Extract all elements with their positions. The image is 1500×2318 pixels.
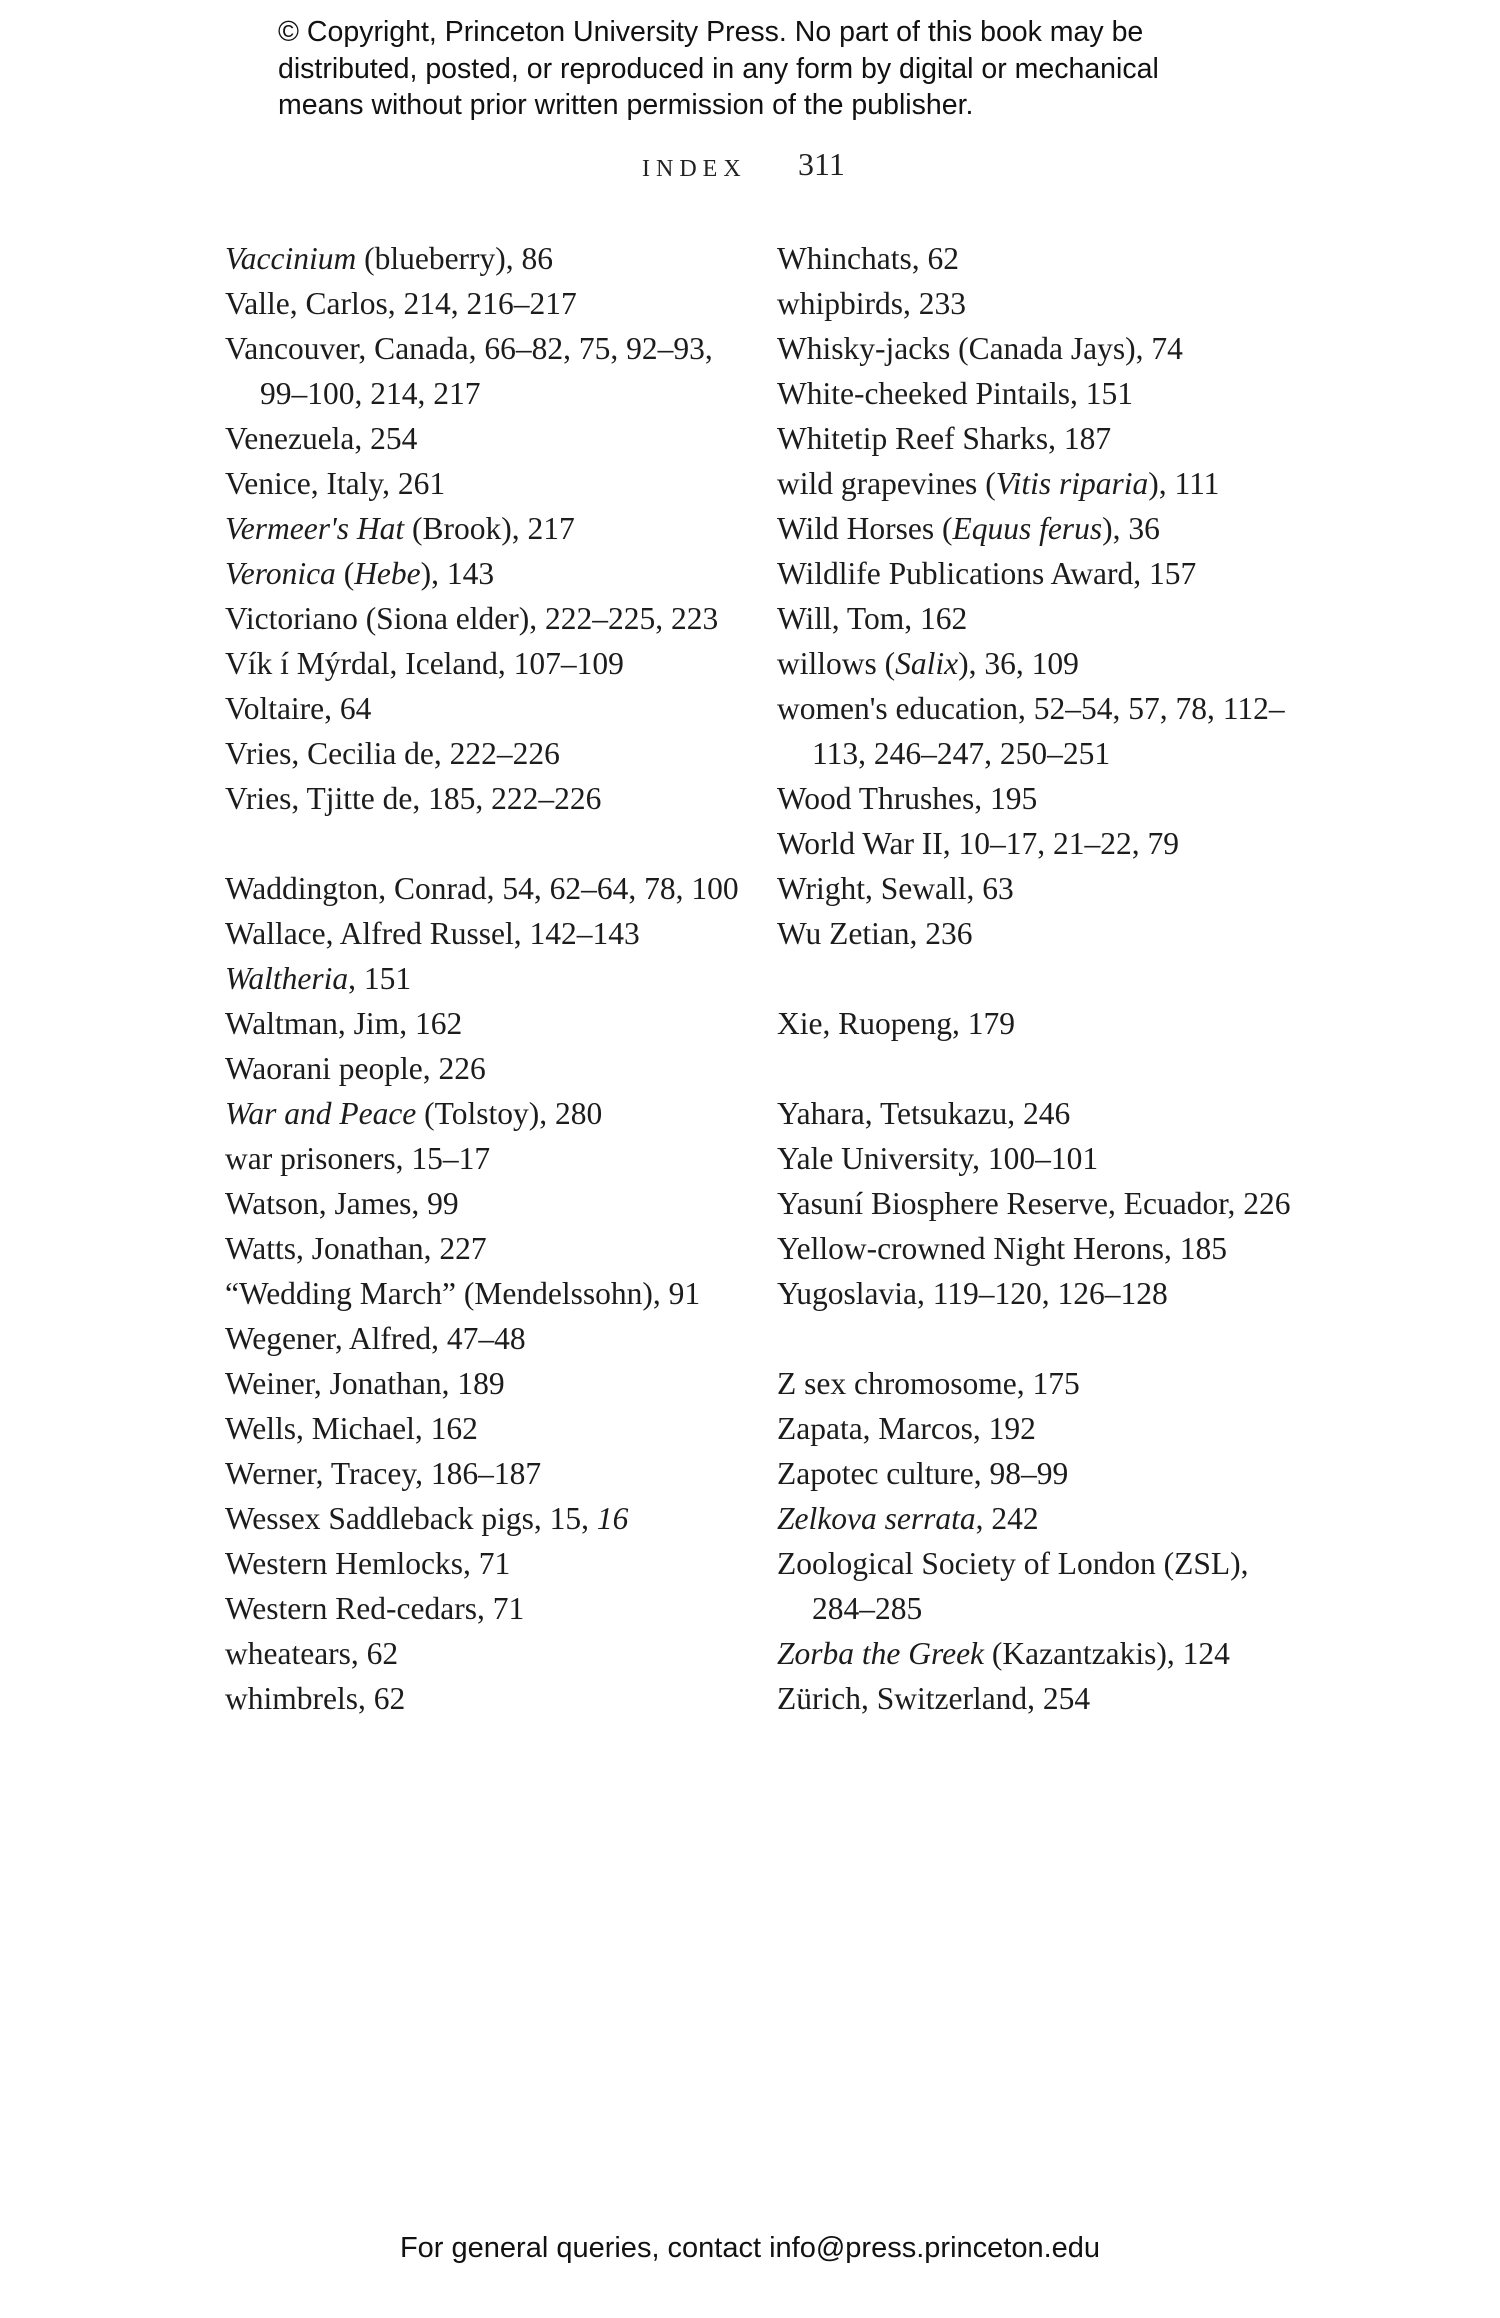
index-entry [225, 1496, 765, 1541]
index-entry [225, 1676, 765, 1721]
index-entry-text: “Wedding March” (Mendelssohn), 91 [225, 1276, 701, 1311]
copyright-line: © Copyright, Princeton University Press. No part of this book may be [278, 16, 1144, 48]
copyright-line: distributed, posted, or reproduced in any form by digital or mechanical [278, 52, 1159, 85]
footer-contact: For general queries, contact info@press.princeton.edu [399, 2232, 1101, 2264]
index-entry-text: Western Hemlocks, 71 [225, 1546, 511, 1581]
copyright-line: means without prior written permission of the publisher. [278, 89, 974, 121]
index-entry-italic: Vermeer's Hat [225, 511, 405, 546]
index-entry-text: Yellow-crowned Night Herons, 185 [777, 1231, 1227, 1266]
index-entry [777, 1541, 1317, 1631]
index-entry-text: women's education, 52–54, 57, 78, 112–113, 246–247, 250–251 [777, 691, 1285, 771]
index-entry [225, 956, 765, 1001]
index-entry [777, 866, 1317, 911]
index-entry-text: whimbrels, 62 [225, 1681, 406, 1716]
index-entry [777, 236, 1317, 281]
index-entry-text: Will, Tom, 162 [777, 601, 968, 636]
index-entry [225, 1451, 765, 1496]
index-entry [225, 776, 765, 821]
index-entry [777, 1136, 1317, 1181]
index-entry [225, 596, 765, 641]
index-entry [225, 461, 765, 506]
index-entry-text: Waltman, Jim, 162 [225, 1006, 463, 1041]
index-entry-text: Waddington, Conrad, 54, 62–64, 78, 100 [225, 871, 739, 906]
index-entry-text: Voltaire, 64 [225, 691, 372, 726]
index-entry [777, 776, 1317, 821]
index-entry [225, 1361, 765, 1406]
index-entry-text: Watson, James, 99 [225, 1186, 459, 1221]
index-entry-text: Watts, Jonathan, 227 [225, 1231, 487, 1266]
index-entry [777, 1001, 1317, 1046]
index-entry-text: Wallace, Alfred Russel, 142–143 [225, 916, 640, 951]
index-entry-text: Yale University, 100–101 [777, 1141, 1099, 1176]
index-entry [777, 1496, 1317, 1541]
index-entry-text: Wildlife Publications Award, 157 [777, 556, 1197, 591]
index-entry-text: ), 36, 109 [958, 646, 1079, 681]
index-entry-text: Zapata, Marcos, 192 [777, 1411, 1036, 1446]
index-entry-text: , 242 [975, 1501, 1039, 1536]
index-entry [777, 1181, 1317, 1226]
index-entry [225, 1586, 765, 1631]
index-entry-text: Whinchats, 62 [777, 241, 959, 276]
index-entry-italic: Salix [895, 646, 959, 681]
index-entry-text: (Kazantzakis), 124 [984, 1636, 1230, 1671]
index-entry-text: Werner, Tracey, 186–187 [225, 1456, 542, 1491]
index-entry [225, 641, 765, 686]
index-entry [225, 911, 765, 956]
index-entry-text: Whisky-jacks (Canada Jays), 74 [777, 331, 1183, 366]
index-entry-text: (Tolstoy), 280 [416, 1096, 603, 1131]
index-entry-text: whipbirds, 233 [777, 286, 966, 321]
index-entry [777, 326, 1317, 371]
index-entry [777, 506, 1317, 551]
index-column-right [777, 236, 1317, 1721]
index-entry-text: Venezuela, 254 [225, 421, 418, 456]
index-entry-italic: War and Peace [225, 1096, 417, 1131]
index-entry-text: Valle, Carlos, 214, 216–217 [225, 286, 577, 321]
index-entry [777, 281, 1317, 326]
index-entry [777, 1676, 1317, 1721]
index-entry-italic: Veronica [225, 556, 336, 591]
index-entry [777, 1631, 1317, 1676]
index-entry-text: Vries, Cecilia de, 222–226 [225, 736, 560, 771]
index-entry [777, 641, 1317, 686]
index-entry-italic: Equus ferus [952, 511, 1103, 546]
index-entry [225, 326, 765, 416]
index-column-left [225, 236, 765, 1721]
index-entry [777, 686, 1317, 776]
index-entry [777, 371, 1317, 416]
index-entry [777, 1091, 1317, 1136]
copyright-notice [278, 14, 1278, 124]
index-entry-italic: 16 [596, 1501, 629, 1536]
index-entry-text: Wood Thrushes, 195 [777, 781, 1038, 816]
index-entry-italic: Vaccinium [225, 241, 357, 276]
index-entry-text: Waorani people, 226 [225, 1051, 486, 1086]
index-entry [777, 416, 1317, 461]
index-entry [777, 461, 1317, 506]
index-entry-text: (Brook), 217 [404, 511, 575, 546]
index-entry [225, 281, 765, 326]
index-entry [225, 1001, 765, 1046]
index-entry-italic: Zelkova serrata [777, 1501, 976, 1536]
index-entry-text: Yahara, Tetsukazu, 246 [777, 1096, 1071, 1131]
index-entry-text: Wright, Sewall, 63 [777, 871, 1014, 906]
index-entry [777, 1361, 1317, 1406]
index-entry-text: Xie, Ruopeng, 179 [777, 1006, 1015, 1041]
index-entry [225, 1136, 765, 1181]
index-entry-italic: Vitis riparia [995, 466, 1149, 501]
index-entry [777, 1271, 1317, 1316]
index-entry-text: World War II, 10–17, 21–22, 79 [777, 826, 1180, 861]
index-entry-text: Victoriano (Siona elder), 222–225, 223 [225, 601, 719, 636]
index-entry-text: Wegener, Alfred, 47–48 [225, 1321, 526, 1356]
index-entry-text: war prisoners, 15–17 [225, 1141, 491, 1176]
index-entry-text: Yugoslavia, 119–120, 126–128 [777, 1276, 1168, 1311]
index-entry-text: Western Red-cedars, 71 [225, 1591, 525, 1626]
index-entry [777, 911, 1317, 956]
index-entry-text: wheatears, 62 [225, 1636, 399, 1671]
index-entry [225, 1406, 765, 1451]
index-entry [225, 1316, 765, 1361]
index-entry [225, 1271, 765, 1316]
page-number: 311 [798, 146, 845, 182]
index-entry [777, 1226, 1317, 1271]
index-entry-text: Wessex Saddleback pigs, 15, [225, 1501, 597, 1536]
index-entry [225, 1226, 765, 1271]
index-entry-text: Zapotec culture, 98–99 [777, 1456, 1069, 1491]
index-entry-text: wild grapevines ( [777, 466, 996, 501]
index-entry-text: Vries, Tjitte de, 185, 222–226 [225, 781, 602, 816]
index-entry [225, 866, 765, 911]
index-entry [225, 1541, 765, 1586]
index-entry-italic: Waltheria [225, 961, 349, 996]
index-entry [225, 686, 765, 731]
index-entry-text: Yasuní Biosphere Reserve, Ecuador, 226 [777, 1186, 1291, 1221]
index-entry-text: willows ( [777, 646, 896, 681]
index-entry-text: , 151 [348, 961, 412, 996]
index-entry [225, 236, 765, 281]
index-entry [777, 551, 1317, 596]
index-entry-text: Whitetip Reef Sharks, 187 [777, 421, 1112, 456]
index-entry-text: Venice, Italy, 261 [225, 466, 446, 501]
index-entry-italic: Hebe [354, 556, 421, 591]
index-entry-text: Vancouver, Canada, 66–82, 75, 92–93, 99–100, 214, 217 [225, 331, 713, 411]
index-entry [225, 551, 765, 596]
index-entry [225, 1091, 765, 1136]
index-entry-text: Wells, Michael, 162 [225, 1411, 478, 1446]
index-entry [225, 416, 765, 461]
index-entry [225, 731, 765, 776]
index-entry-text: (blueberry), 86 [356, 241, 554, 276]
index-entry [777, 1406, 1317, 1451]
index-entry-text: ), 143 [420, 556, 495, 591]
running-head-label: INDEX [642, 156, 747, 182]
index-entry [225, 506, 765, 551]
index-entry [225, 1181, 765, 1226]
index-entry-text: ), 111 [1148, 466, 1220, 501]
index-entry-text: Zürich, Switzerland, 254 [777, 1681, 1091, 1716]
index-entry [777, 596, 1317, 641]
index-entry-text: ( [335, 556, 355, 591]
index-entry [225, 1046, 765, 1091]
index-entry [777, 821, 1317, 866]
index-entry-text: Zoological Society of London (ZSL), 284–285 [777, 1546, 1249, 1626]
index-entry [225, 1631, 765, 1676]
index-entry-text: Vík í Mýrdal, Iceland, 107–109 [225, 646, 624, 681]
index-entry-text: ), 36 [1102, 511, 1160, 546]
index-entry-text: Wild Horses ( [777, 511, 953, 546]
index-entry-text: Z sex chromosome, 175 [777, 1366, 1080, 1401]
index-entry-text: Wu Zetian, 236 [777, 916, 973, 951]
index-entry-text: White-cheeked Pintails, 151 [777, 376, 1134, 411]
index-entry-italic: Zorba the Greek [777, 1636, 985, 1671]
index-entry-text: Weiner, Jonathan, 189 [225, 1366, 505, 1401]
index-entry [777, 1451, 1317, 1496]
